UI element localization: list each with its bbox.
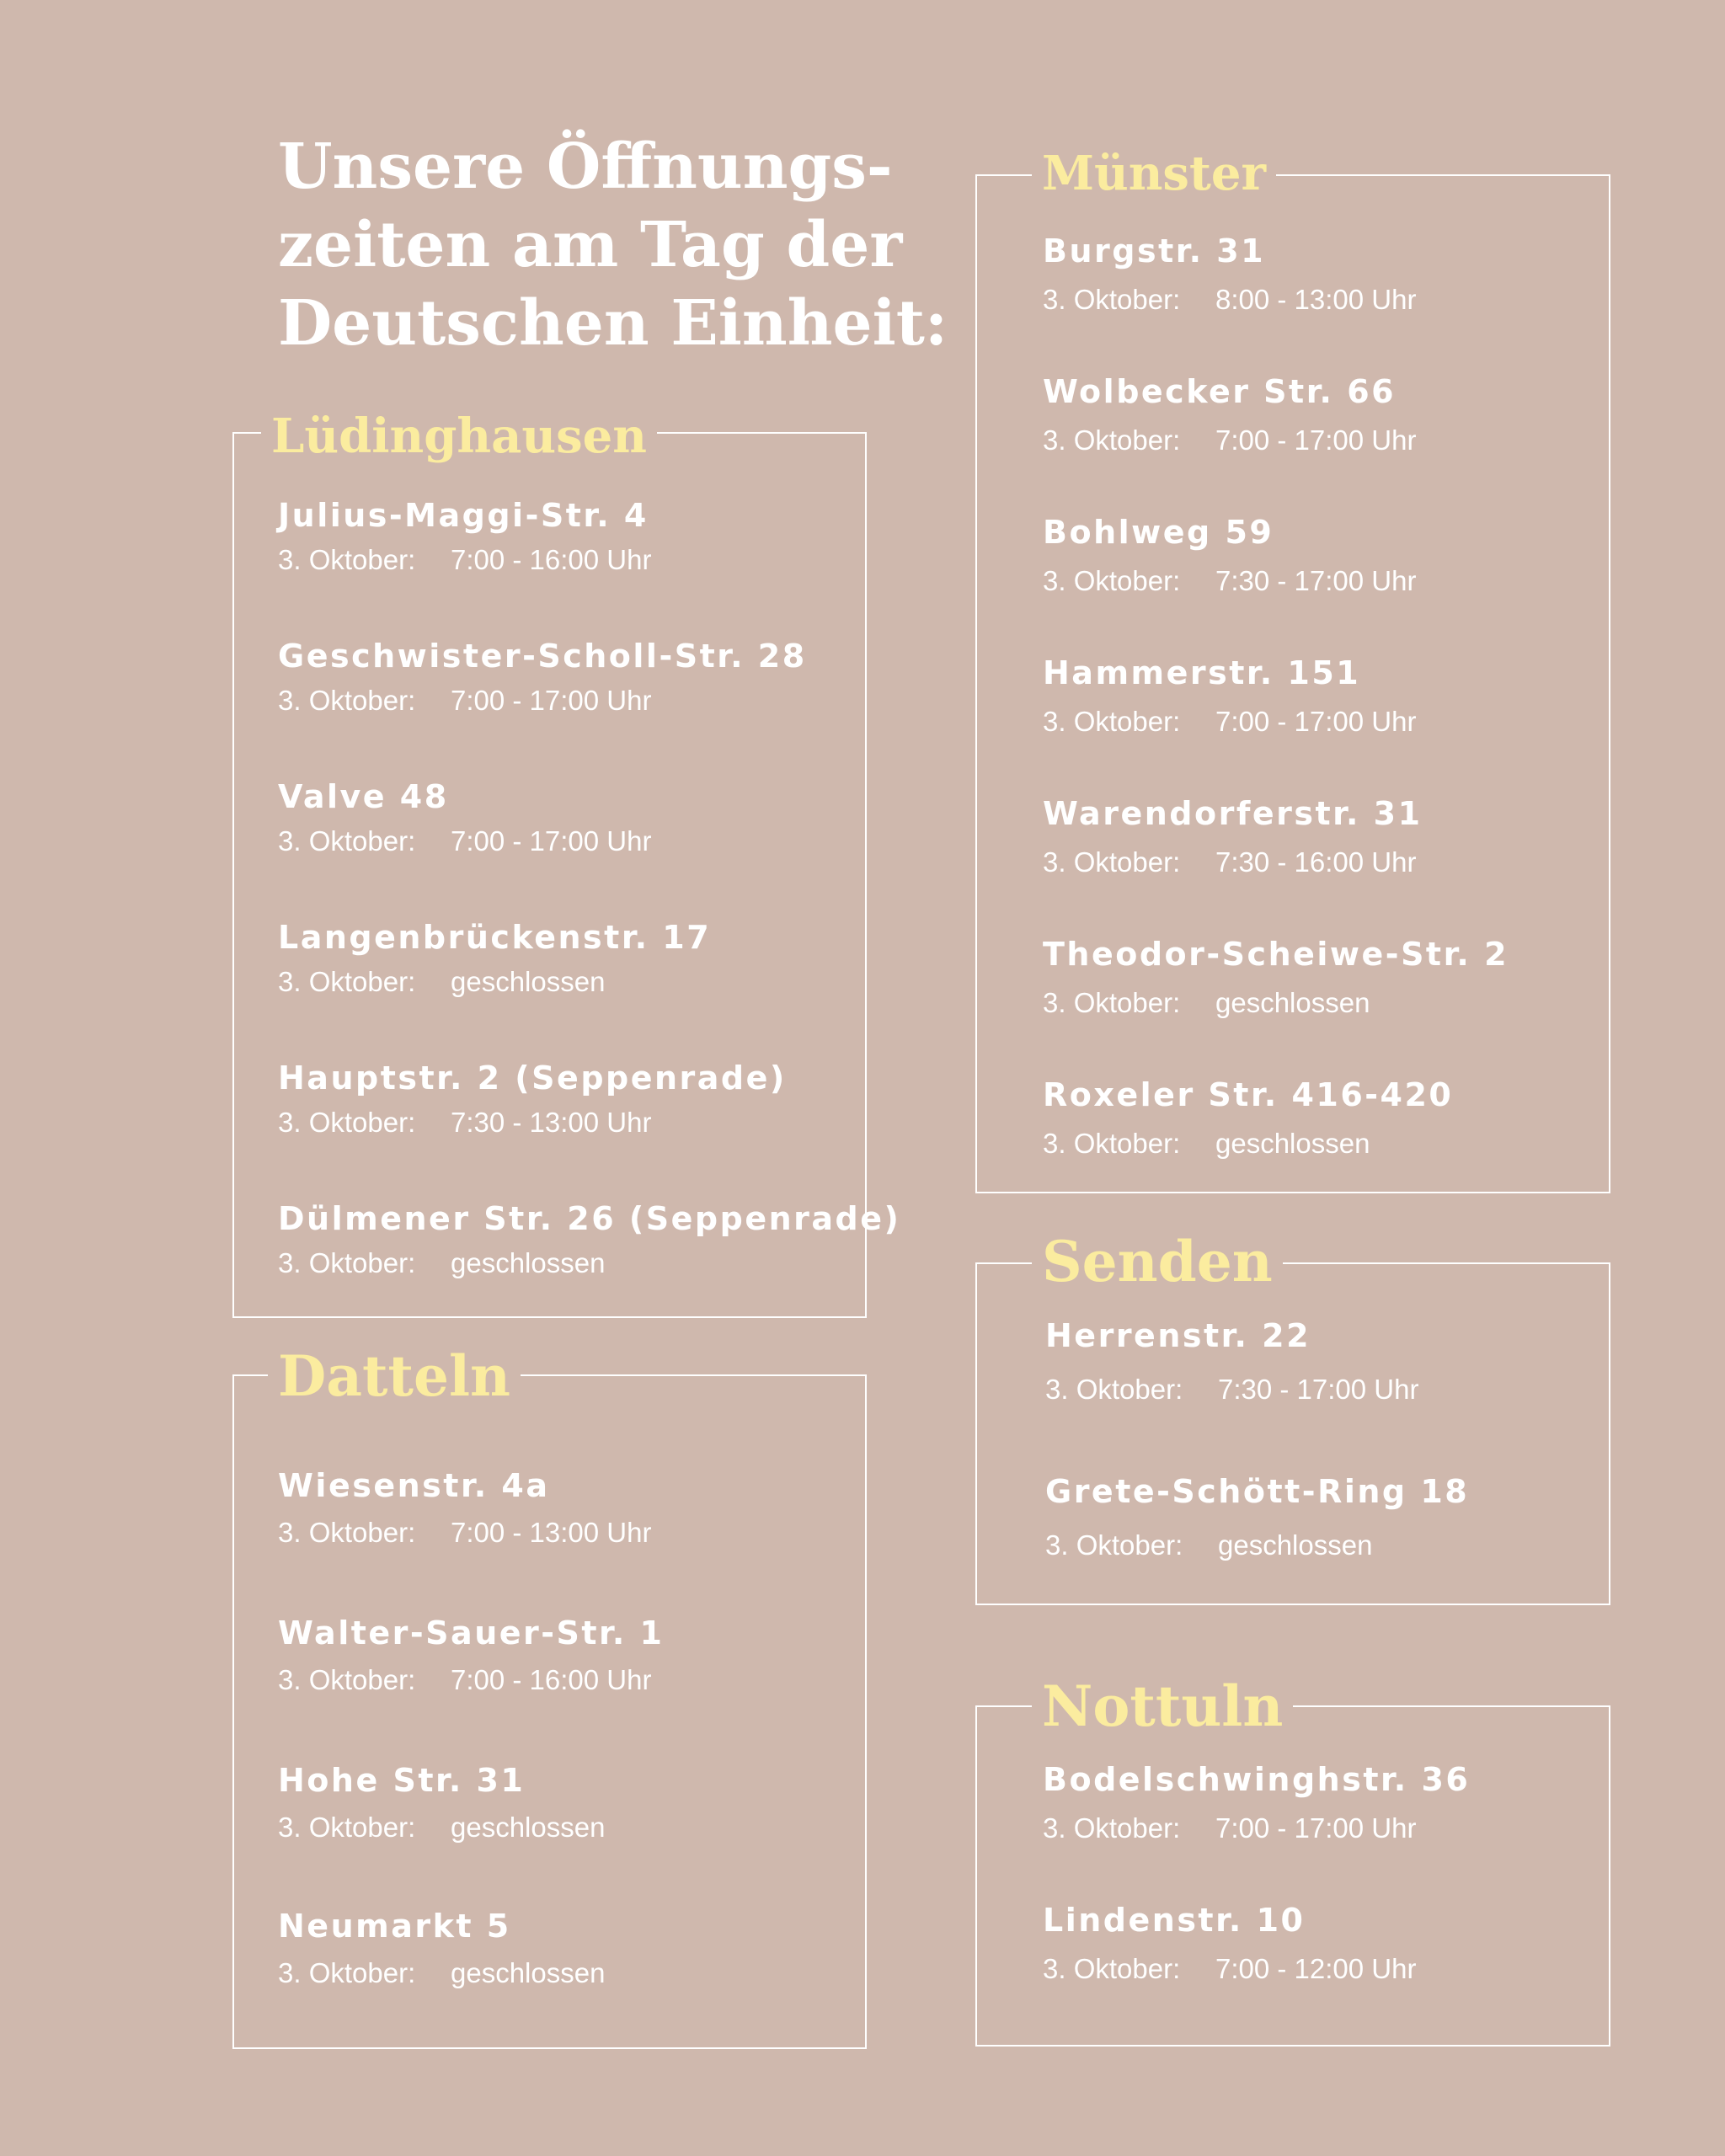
entry-address: Walter-Sauer-Str. 1	[278, 1614, 665, 1652]
entry-address: Valve 48	[278, 778, 449, 815]
entry-hours	[1045, 1375, 1418, 1403]
entry-day: 3. Oktober:	[278, 1812, 416, 1843]
location-entry	[1045, 1317, 1419, 1405]
entry-hours	[1043, 286, 1416, 313]
entry-hours	[278, 1813, 605, 1841]
entry-hours	[278, 1249, 900, 1277]
entry-day: 3. Oktober:	[1043, 424, 1181, 456]
entry-day: 3. Oktober:	[1043, 565, 1181, 596]
entry-day: 3. Oktober:	[278, 1107, 416, 1138]
entry-time: 8:00 - 13:00 Uhr	[1215, 284, 1417, 315]
entry-address: Herrenstr. 22	[1045, 1317, 1311, 1354]
entry-hours	[278, 1518, 651, 1546]
entry-time: geschlossen	[451, 1812, 606, 1843]
location-entry	[1043, 938, 1509, 1017]
entry-address: Burgstr. 31	[1043, 232, 1266, 270]
entry-time: geschlossen	[1218, 1529, 1373, 1561]
entry-address: Hammerstr. 151	[1043, 654, 1361, 691]
location-entry	[278, 640, 807, 714]
entry-time: 7:00 - 12:00 Uhr	[1215, 1953, 1417, 1984]
entry-time: 7:00 - 16:00 Uhr	[451, 1664, 652, 1695]
entry-time: 7:00 - 17:00 Uhr	[451, 685, 652, 716]
entry-hours	[1043, 707, 1416, 735]
entry-time: 7:30 - 16:00 Uhr	[1215, 846, 1417, 878]
entry-time: geschlossen	[451, 1247, 606, 1278]
location-entry	[1043, 1761, 1471, 1844]
entry-address: Neumarkt 5	[278, 1908, 511, 1945]
location-entry	[1043, 1904, 1416, 1983]
location-entry	[278, 1467, 652, 1548]
entry-day: 3. Oktober:	[1045, 1374, 1183, 1405]
entry-address: Bodelschwinghstr. 36	[1043, 1761, 1471, 1798]
location-entry	[278, 1059, 787, 1138]
entry-hours	[278, 968, 711, 995]
location-entry	[278, 1764, 605, 1841]
entry-day: 3. Oktober:	[278, 1664, 416, 1695]
entry-address: Hohe Str. 31	[278, 1762, 526, 1799]
entry-hours	[278, 686, 807, 714]
page-title-line: zeiten am Tag der	[278, 209, 903, 281]
entry-hours	[1045, 1531, 1469, 1559]
entry-hours	[1043, 1129, 1453, 1157]
entry-hours	[278, 1959, 605, 1987]
entry-address: Warendorferstr. 31	[1043, 795, 1423, 832]
page-title	[278, 128, 948, 363]
entry-day: 3. Oktober:	[1043, 706, 1181, 737]
entry-day: 3. Oktober:	[1043, 987, 1181, 1018]
entry-time: geschlossen	[1215, 987, 1370, 1018]
entry-day: 3. Oktober:	[278, 685, 416, 716]
entry-hours	[1043, 1814, 1470, 1842]
entry-day: 3. Oktober:	[1043, 1128, 1181, 1159]
location-title-muenster: Münster	[1032, 150, 1276, 197]
entry-hours	[1043, 848, 1423, 876]
entry-hours	[1043, 426, 1416, 454]
entry-time: 7:30 - 17:00 Uhr	[1218, 1374, 1419, 1405]
location-entry	[1043, 232, 1417, 315]
entry-address: Hauptstr. 2 (Seppenrade)	[278, 1059, 787, 1097]
entry-address: Theodor-Scheiwe-Str. 2	[1043, 936, 1509, 973]
entry-hours	[1043, 989, 1509, 1017]
entry-time: 7:00 - 17:00 Uhr	[1215, 424, 1417, 456]
entry-day: 3. Oktober:	[278, 825, 416, 857]
entry-day: 3. Oktober:	[278, 1517, 416, 1548]
entry-time: 7:00 - 17:00 Uhr	[1215, 706, 1417, 737]
location-entry	[1043, 516, 1416, 595]
location-entry	[278, 921, 711, 995]
entry-time: 7:00 - 13:00 Uhr	[451, 1517, 652, 1548]
entry-day: 3. Oktober:	[1043, 1953, 1181, 1984]
entry-time: geschlossen	[1215, 1128, 1370, 1159]
entry-day: 3. Oktober:	[278, 1247, 416, 1278]
entry-address: Wiesenstr. 4a	[278, 1467, 550, 1504]
entry-time: geschlossen	[451, 1957, 606, 1988]
location-title-nottuln: Nottuln	[1032, 1678, 1293, 1734]
entry-time: 7:00 - 17:00 Uhr	[1215, 1812, 1417, 1844]
entry-day: 3. Oktober:	[1043, 846, 1181, 878]
location-entry	[1043, 373, 1417, 456]
page-title-line: Deutschen Einheit:	[278, 287, 948, 360]
entry-time: geschlossen	[451, 966, 606, 997]
location-entry	[278, 1614, 665, 1695]
location-entry	[278, 499, 651, 574]
entry-hours	[278, 546, 651, 574]
entry-hours	[278, 1108, 787, 1136]
entry-address: Wolbecker Str. 66	[1043, 373, 1397, 410]
entry-address: Roxeler Str. 416-420	[1043, 1076, 1454, 1113]
entry-time: 7:30 - 13:00 Uhr	[451, 1107, 652, 1138]
entry-hours	[1043, 1955, 1416, 1983]
entry-day: 3. Oktober:	[278, 966, 416, 997]
entry-day: 3. Oktober:	[278, 1957, 416, 1988]
location-entry	[1043, 795, 1423, 878]
page-title-line: Unsere Öffnungs-	[278, 131, 893, 203]
location-box-nottuln	[975, 1705, 1610, 2047]
entry-time: 7:00 - 16:00 Uhr	[451, 544, 652, 575]
location-entry	[278, 778, 652, 857]
entry-address: Geschwister-Scholl-Str. 28	[278, 638, 807, 675]
entry-day: 3. Oktober:	[1043, 1812, 1181, 1844]
entry-address: Bohlweg 59	[1043, 514, 1274, 551]
entry-time: 7:30 - 17:00 Uhr	[1215, 565, 1417, 596]
entry-hours	[278, 827, 651, 855]
entry-address: Grete-Schött-Ring 18	[1045, 1473, 1470, 1510]
location-entry	[278, 1200, 901, 1278]
location-entry	[1043, 654, 1417, 737]
location-title-datteln: Datteln	[268, 1348, 521, 1404]
location-entry	[1043, 1076, 1454, 1159]
location-title-senden: Senden	[1032, 1234, 1283, 1289]
entry-day: 3. Oktober:	[1043, 284, 1181, 315]
entry-address: Julius-Maggi-Str. 4	[278, 497, 649, 534]
entry-address: Dülmener Str. 26 (Seppenrade)	[278, 1200, 901, 1237]
entry-time: 7:00 - 17:00 Uhr	[451, 825, 652, 857]
entry-hours	[278, 1666, 665, 1694]
entry-address: Langenbrückenstr. 17	[278, 919, 712, 956]
location-entry	[1045, 1473, 1470, 1561]
entry-day: 3. Oktober:	[1045, 1529, 1183, 1561]
entry-hours	[1043, 567, 1416, 595]
entry-address: Lindenstr. 10	[1043, 1902, 1306, 1939]
location-title-luedinghausen: Lüdinghausen	[261, 413, 657, 460]
entry-day: 3. Oktober:	[278, 544, 416, 575]
location-entry	[278, 1910, 605, 1987]
